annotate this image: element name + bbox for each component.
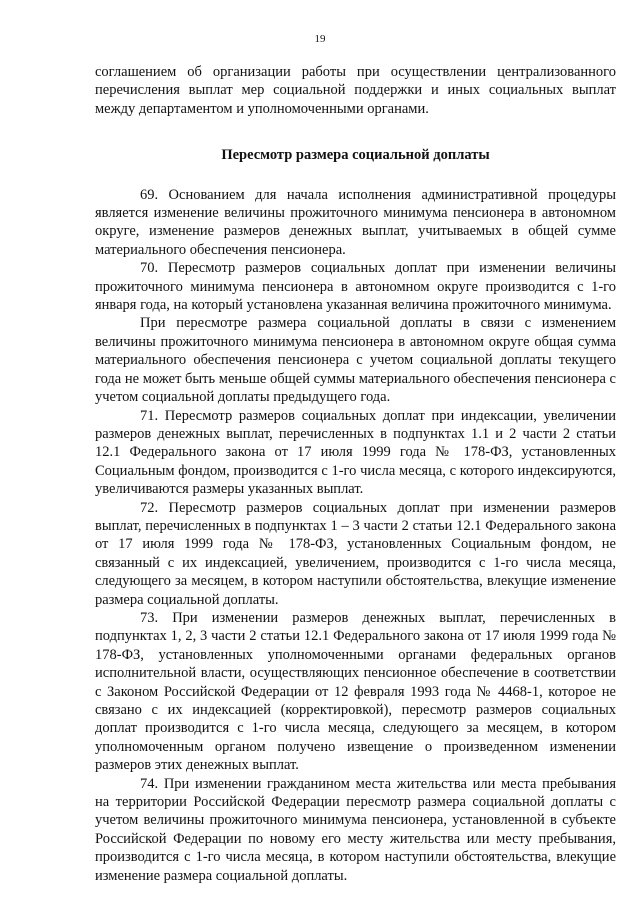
page-number: 19 [314,33,326,45]
paragraph-71: 71. Пересмотр размеров социальных доплат при индексации, увеличении размеров денежных выплат, перечисленных в подпунктах 1.1 и 2 части 2 статьи 12.1 Федерального закона от 17 июля 1999 года № 178-ФЗ, установленных Социальным фондом, производится с 1-го числа месяца, с которого индексируются, увеличиваются размеры указанных выплат. [95,407,616,498]
spacer [95,165,616,186]
intro-paragraph: соглашением об организации работы при осуществлении централизованного перечисления выплат мер социальной поддержки и иных социальных выплат между департаментом и уполномоченными органами. [95,64,616,117]
section-title: Пересмотр размера социальной доплаты [221,147,490,164]
spacer [95,118,616,146]
paragraph-70: 70. Пересмотр размеров социальных доплат при изменении величины прожиточного минимума пенсионера в автономном округе производится с 1-го января года, на который установлена указанная величина прожиточного минимума. [95,260,616,314]
paragraph-72: 72. Пересмотр размеров социальных доплат при изменении размеров выплат, перечисленных в подпунктах 1 – 3 части 2 статьи 12.1 Федерального закона от 17 июля 1999 года № 178-ФЗ, установленных Социальным фондом, не связанный с их индексацией, увеличением, производится с 1-го числа месяца, следующего за месяцем, в котором наступили обстоятельства, влекущие изменение размера социальной доплаты. [95,499,616,608]
paragraph-74: 74. При изменении гражданином места жительства или места пребывания на территории Российской Федерации пересмотр размера социальной доплаты с учетом величины прожиточного минимума пенсионера, установленной в субъекте Российской Федерации по новому его месту жительства или месту пребывания, производится с 1-го числа месяца, в котором наступили обстоятельства, влекущие изменение размера социальной доплаты. [95,775,616,884]
document-body [95,63,616,885]
paragraph-69: 69. Основанием для начала исполнения административной процедуры является изменение величины прожиточного минимума пенсионера в автономном округе, изменение размеров денежных выплат, учитываемых в общей сумме материального обеспечения пенсионера. [95,186,616,258]
paragraph-70-continuation: При пересмотре размера социальной доплаты в связи с изменением величины прожиточного минимума пенсионера в автономном округе общая сумма материального обеспечения пенсионера с учетом социальной доплаты текущего года не может быть меньше общей суммы материального обеспечения пенсионера с учетом социальной доплаты предыдущего года. [95,315,616,406]
paragraph-73: 73. При изменении размеров денежных выплат, перечисленных в подпунктах 1, 2, 3 части 2 статьи 12.1 Федерального закона от 17 июля 1999 года № 178-ФЗ, установленных уполномоченными органами федеральных органов исполнительной власти, осуществляющих пенсионное обеспечение в соответствии с Законом Российской Федерации от 12 февраля 1993 года № 4468-1, которое не связано с их индексацией (корректировкой), пересмотр размеров социальных доплат производится с 1-го числа месяца, следующего за месяцем, в котором уполномоченным органом получено извещение о произведенном изменении размеров этих денежных выплат. [95,609,616,774]
